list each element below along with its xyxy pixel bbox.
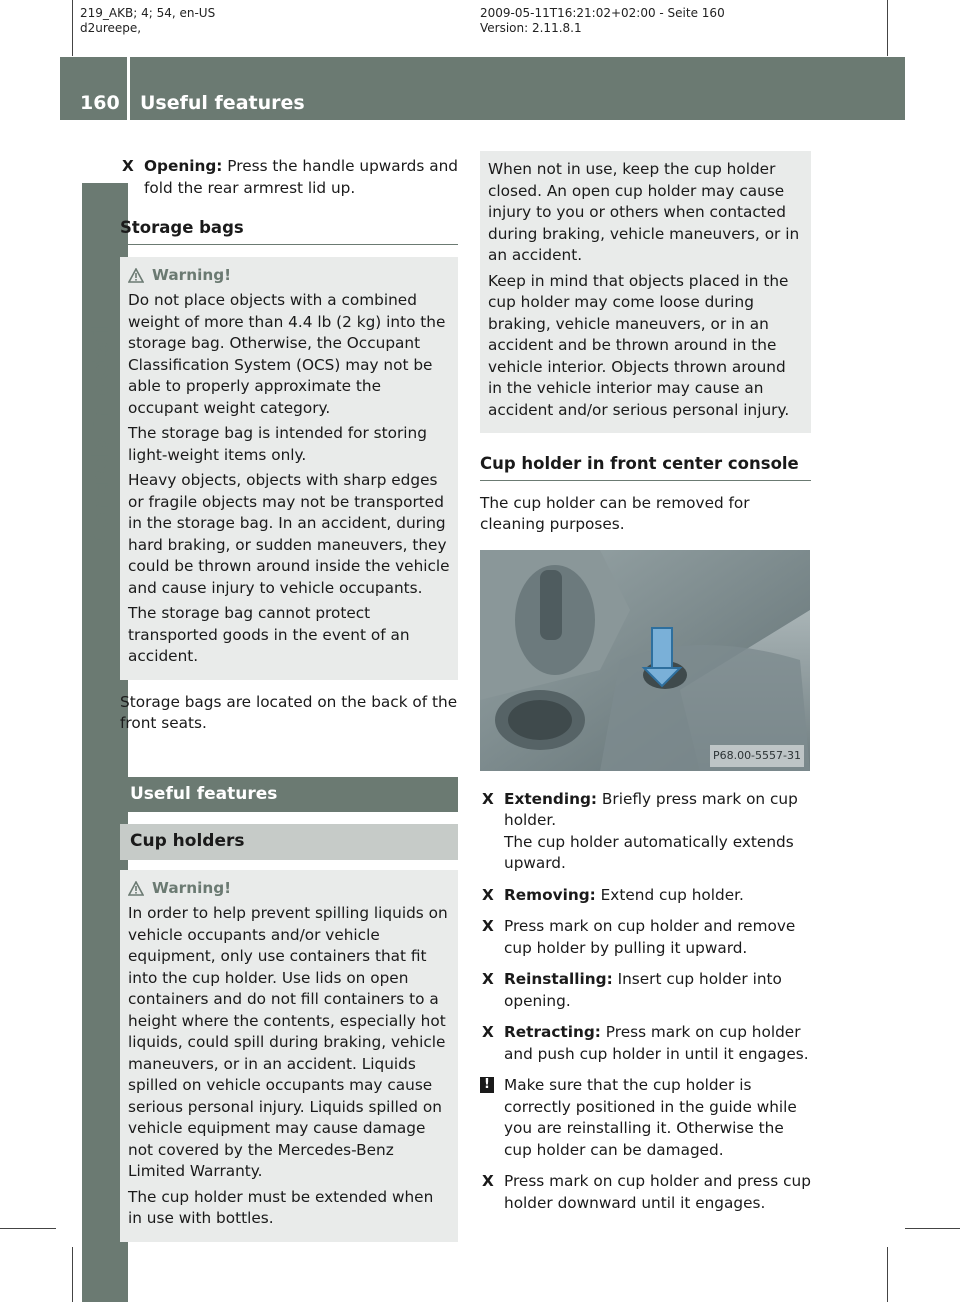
meta-line: Version: 2.11.8.1 [480, 21, 582, 35]
warning-paragraph: The storage bag is intended for storing light-weight items only. [128, 424, 427, 464]
step-text: Press mark on cup holder and push cup holder in until it engages. [504, 1023, 809, 1063]
right-column [480, 151, 811, 1224]
header-divider [127, 57, 130, 120]
caution-paragraph: When not in use, keep the cup holder closed. An open cup holder may cause injury to you or others when contacted during braking, vehicle maneuvers, or in an accident. [488, 160, 800, 264]
storage-location-text: Storage bags are located on the back of the front seats. [120, 692, 458, 732]
print-meta-right [480, 6, 725, 36]
step-arrow-icon: X [482, 1172, 494, 1190]
warning-paragraph: In order to help prevent spilling liquids on vehicle occupants and/or vehicle equipment, only use containers that fit into the cup holder. Use lids on open containers and do not fill containers to a height where the contents, especially hot liquids, could spill during braking, vehicle maneuvers, or in an accident. Liquids spilled on vehicle occupants may cause serious personal injury. Liquids spilled on vehicle equipment may cause damage not covered by the Mercedes-Benz Limited Warranty. [128, 904, 448, 1180]
step-result: The cup holder automatically extends upward. [504, 832, 794, 872]
print-meta-left [80, 6, 215, 36]
step-arrow-icon: X [482, 885, 494, 904]
step-label: Opening: [144, 157, 223, 175]
crop-mark [905, 1228, 960, 1229]
step-text: Briefly press mark on cup holder. [504, 789, 798, 829]
exclamation-icon: ! [480, 1077, 494, 1093]
instruction-press-down [480, 1171, 811, 1214]
warning-title-text: Warning! [152, 878, 232, 897]
instruction-extending [480, 789, 811, 875]
step-text: Extend cup holder. [595, 885, 744, 904]
crop-mark [72, 0, 73, 56]
caution-paragraph: Keep in mind that objects placed in the cup holder may come loose during braking, vehicle maneuvers, or in an accident and be thrown around in the vehicle interior. Objects thrown around in the vehicle interior may cause an accident and/or serious personal injury. [488, 271, 790, 419]
meta-line: 219_AKB; 4; 54, en-US [80, 6, 216, 20]
step-label: Removing: [504, 885, 596, 904]
page-number: 160 [80, 92, 120, 114]
warning-triangle-icon [128, 881, 144, 896]
step-text: Press mark on cup holder and remove cup holder by pulling it upward. [504, 917, 796, 957]
warning-triangle-icon [128, 268, 144, 283]
instruction-opening [120, 156, 458, 199]
damage-note [480, 1075, 811, 1161]
warning-box-storage [120, 257, 458, 680]
section-title-bar: Useful features [120, 777, 458, 813]
left-column [120, 156, 458, 1254]
step-text: Press mark on cup holder and press cup holder downward until it engages. [504, 1172, 811, 1212]
crop-mark [0, 1228, 56, 1229]
step-arrow-icon: X [482, 1023, 494, 1041]
warning-paragraph: The storage bag cannot protect transported goods in the event of an accident. [128, 604, 410, 665]
caution-box [480, 151, 811, 433]
meta-line: d2ureepe, [80, 21, 142, 35]
step-text: Insert cup holder into opening. [504, 970, 782, 1010]
storage-bags-heading: Storage bags [120, 217, 458, 245]
instruction-reinstalling [480, 969, 811, 1012]
instruction-removing [480, 885, 811, 907]
step-label: Extending: [504, 789, 598, 808]
warning-title-text: Warning! [152, 265, 232, 284]
instruction-press-remove [480, 916, 811, 959]
photo-reference-code: P68.00-5557-31 [710, 745, 804, 767]
step-label: Retracting: [504, 1023, 601, 1041]
instruction-retracting [480, 1022, 811, 1065]
step-arrow-icon: X [482, 970, 494, 988]
step-text: Press the handle upwards and fold the rear armrest lid up. [144, 157, 458, 197]
cup-holder-heading: Cup holder in front center console [480, 453, 811, 481]
meta-line: 2009-05-11T16:21:02+02:00 - Seite 160 [480, 6, 725, 20]
warning-box-cup-holders [120, 870, 458, 1242]
subsection-title-bar: Cup holders [120, 824, 458, 860]
warning-title [128, 265, 450, 287]
page-title: Useful features [140, 92, 305, 114]
warning-title [128, 878, 450, 900]
step-arrow-icon: X [482, 917, 494, 935]
step-label: Reinstalling: [504, 970, 613, 988]
crop-mark [887, 1247, 888, 1302]
crop-mark [72, 1247, 73, 1302]
cup-holder-photo [480, 550, 810, 771]
crop-mark [887, 0, 888, 56]
warning-paragraph: The cup holder must be extended when in use with bottles. [128, 1187, 434, 1227]
step-arrow-icon: X [482, 789, 494, 808]
step-arrow-icon: X [122, 157, 134, 175]
side-tab-label: Controls in detail [88, 321, 114, 545]
intro-text: The cup holder can be removed for cleaning purposes. [480, 493, 750, 533]
note-text: Make sure that the cup holder is correctly positioned in the guide while you are reinstalling it. Otherwise the cup holder can be damaged. [504, 1076, 797, 1159]
warning-paragraph: Heavy objects, objects with sharp edges or fragile objects may not be transported in the storage bag. In an accident, during hard braking, or sudden maneuvers, they could be thrown around inside the vehicle and cause injury to vehicle occupants. [128, 471, 450, 597]
center-console-illustration [480, 550, 810, 771]
warning-paragraph: Do not place objects with a combined weight of more than 4.4 lb (2 kg) into the storage bag. Otherwise, the Occupant Classification System (OCS) may not be able to properly approximate the occupant weight category. [128, 291, 446, 417]
